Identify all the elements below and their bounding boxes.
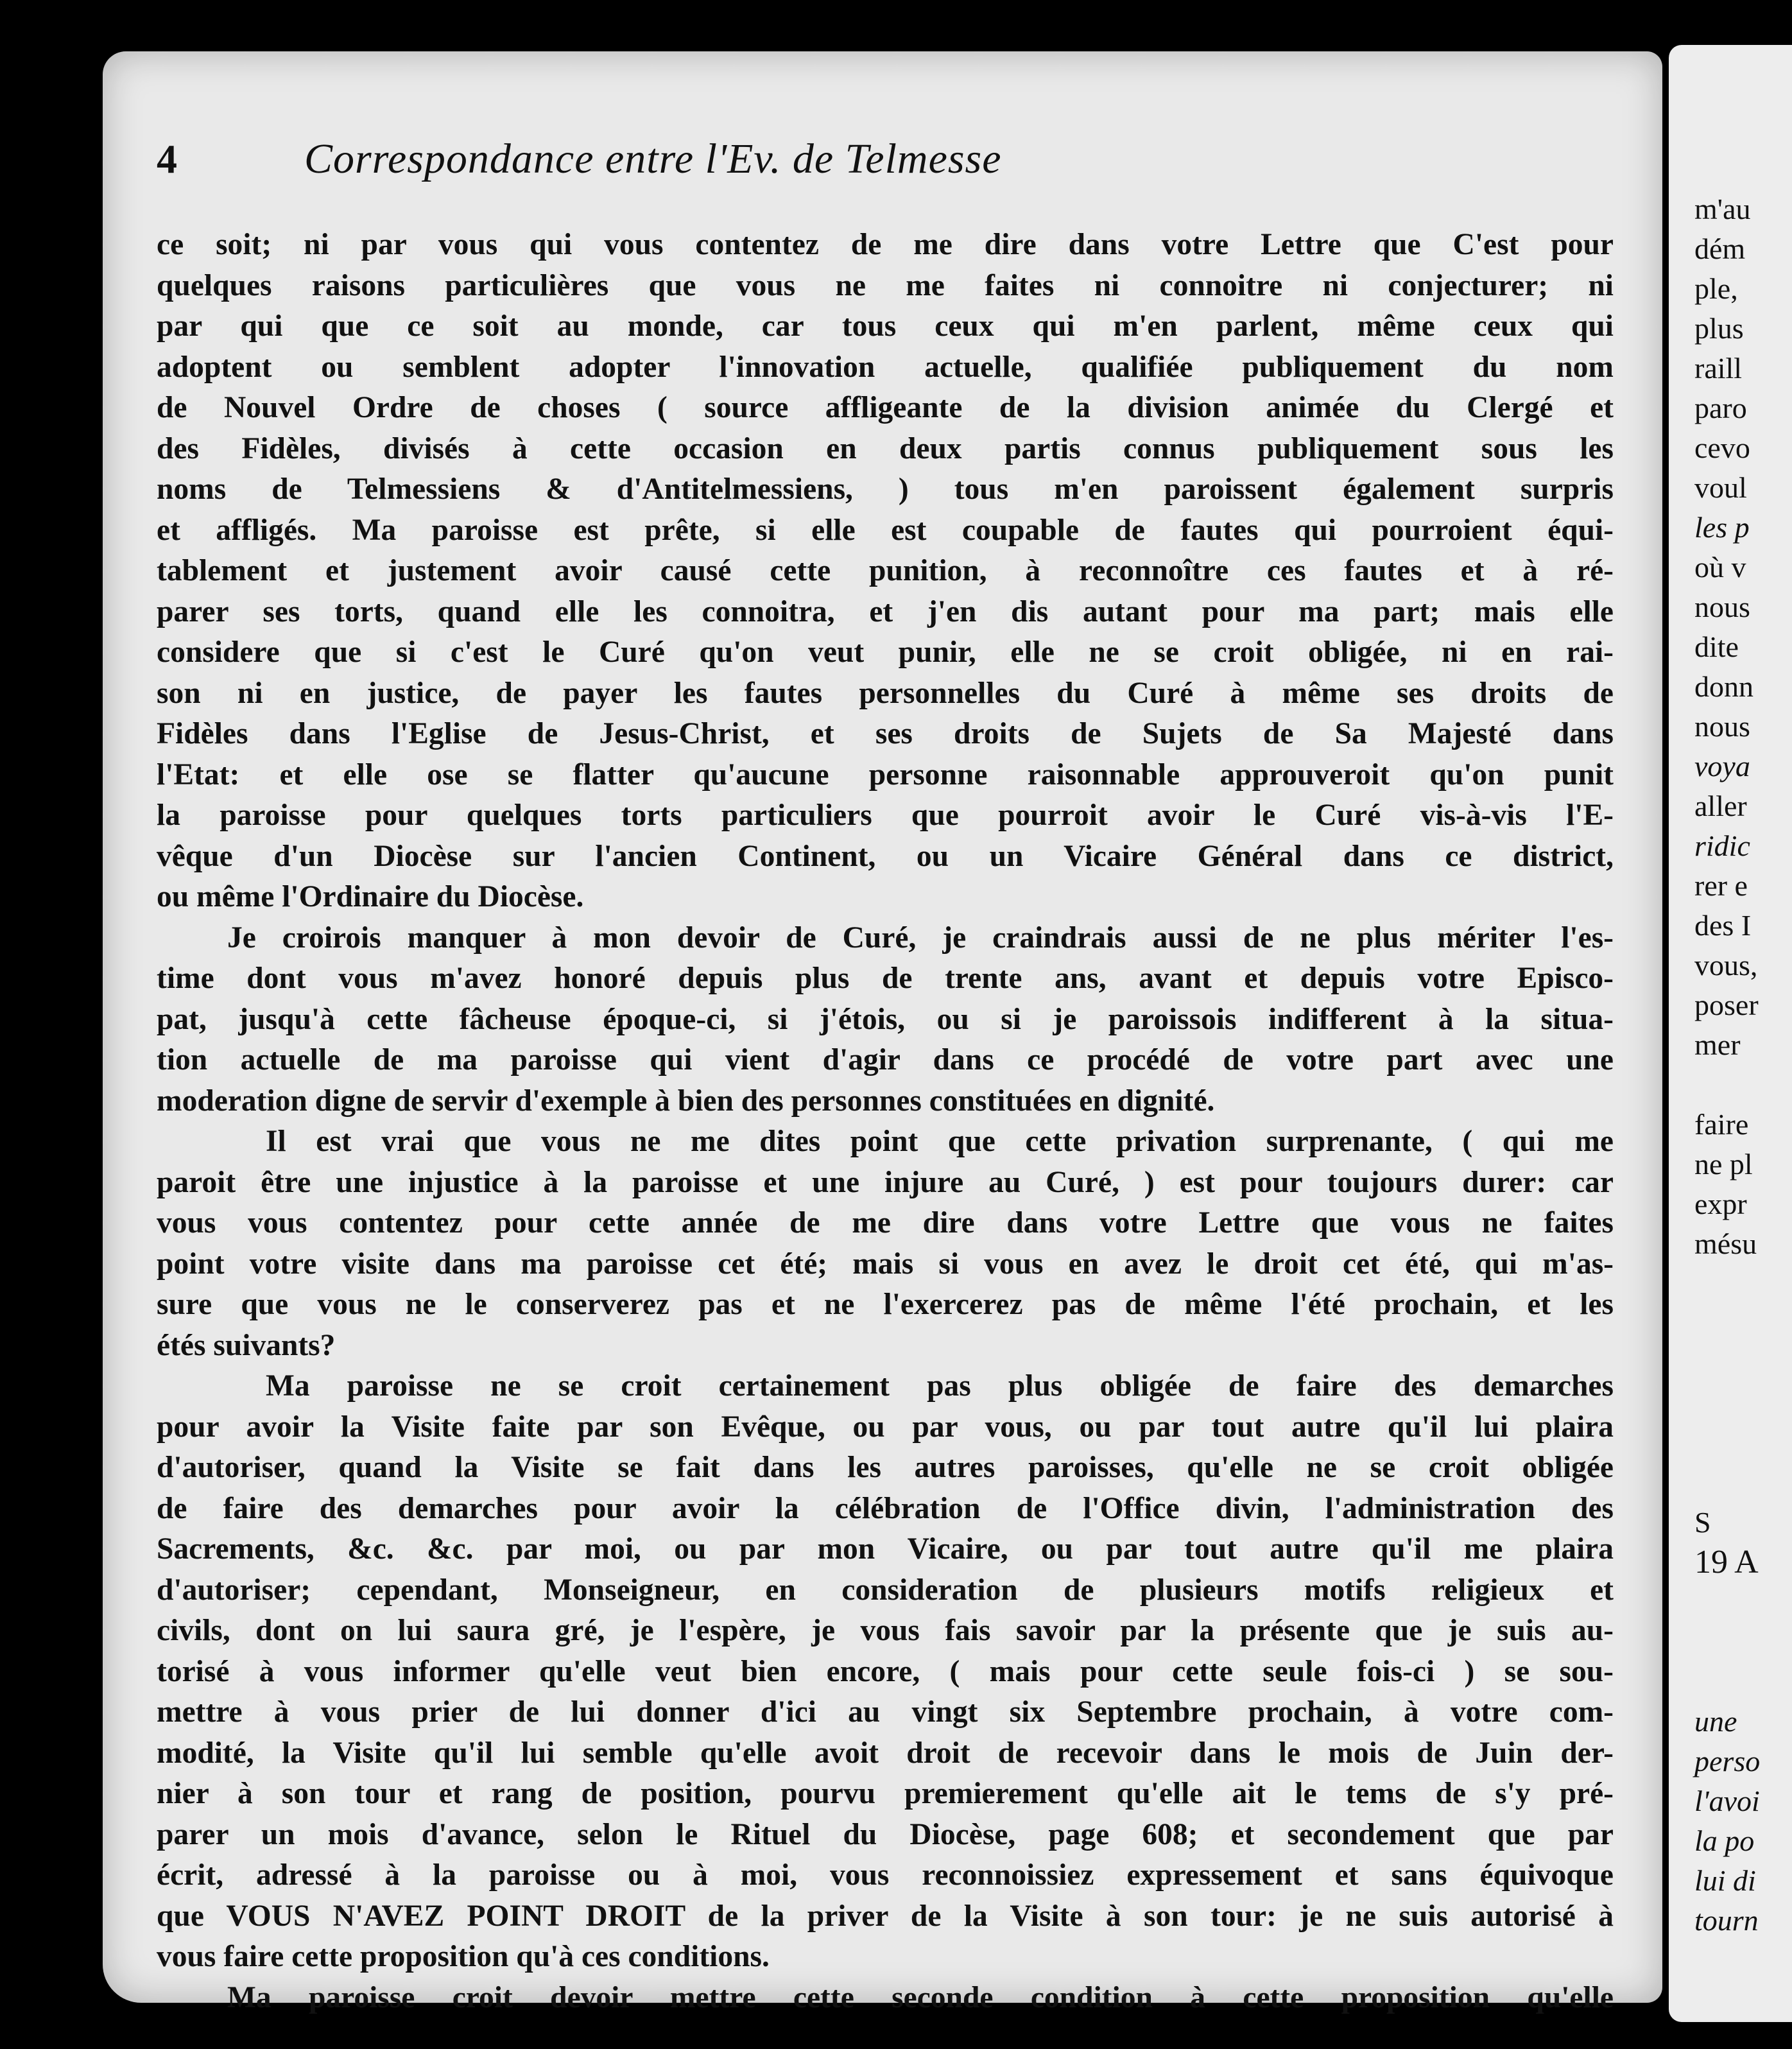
page-content [157, 135, 1614, 2018]
facing-page-line [1669, 1304, 1792, 1344]
facing-page-text [1669, 45, 1792, 1941]
text-line: considere que si c'est le Curé qu'on veut punir, elle ne se croit obligée, ni en rai- [157, 635, 1614, 669]
facing-page-line [1669, 1344, 1792, 1383]
text-line: modité, la Visite qu'il lui semble qu'elle avoit droit de recevoir dans le mois de Juin der- [157, 1736, 1614, 1770]
text-line: Je croirois manquer à mon devoir de Curé, je craindrais aussi de ne plus mériter l'es- [227, 921, 1614, 955]
facing-page-line: expr [1694, 1188, 1747, 1220]
facing-page-line [1669, 1622, 1792, 1662]
facing-page-line: une [1694, 1705, 1737, 1738]
text-line: et affligés. Ma paroisse est prête, si elle est coupable de fautes qui pourroient équi- [157, 513, 1614, 547]
facing-page-line: dém [1694, 232, 1746, 265]
facing-page-line: cevo [1694, 431, 1750, 464]
facing-page-line: raill [1694, 352, 1743, 385]
text-line: son ni en justice, de payer les fautes personnelles du Curé à même ses droits de [157, 676, 1614, 710]
text-line: point votre visite dans ma paroisse cet été; mais si vous en avez le droit cet été, qui m'as- [157, 1247, 1614, 1281]
text-line: nier à son tour et rang de position, pourvu premierement qu'elle ait le tems de s'y pré- [157, 1777, 1614, 1810]
facing-page-line: ne pl [1694, 1148, 1753, 1180]
facing-page-line: 19 A [1694, 1544, 1759, 1580]
text-line: de faire des demarches pour avoir la célébration de l'Office divin, l'administration des [157, 1491, 1614, 1525]
page-header [157, 135, 1614, 212]
body-text [157, 225, 1614, 2018]
text-line: pat, jusqu'à cette fâcheuse époque-ci, si j'étois, ou si je paroissois indifferent à la situa- [157, 1002, 1614, 1036]
facing-page-line: nous [1694, 710, 1750, 743]
facing-page-line: m'au [1694, 193, 1751, 225]
text-line: torisé à vous informer qu'elle veut bien encore, ( mais pour cette seule fois-ci ) se sou- [157, 1654, 1614, 1688]
facing-page-line: tourn [1694, 1904, 1759, 1937]
text-line: Ma paroisse ne se croit certainement pas plus obligée de faire des demarches [266, 1369, 1614, 1403]
text-line: mettre à vous prier de lui donner d'ici au vingt six Septembre prochain, à votre com- [157, 1695, 1614, 1729]
text-line: vous faire cette proposition qu'à ces conditions. [157, 1940, 770, 1973]
text-line: ou même l'Ordinaire du Diocèse. [157, 880, 584, 913]
facing-page-line: faire [1694, 1108, 1749, 1141]
page-number: 4 [157, 136, 177, 182]
facing-page-line: où v [1694, 551, 1746, 584]
facing-page-line [1669, 1463, 1792, 1503]
text-line: d'autoriser; cependant, Monseigneur, en consideration de plusieurs motifs religieux et [157, 1573, 1614, 1607]
facing-page-line [1669, 1264, 1792, 1304]
facing-page-line: voul [1694, 471, 1747, 504]
facing-page-line: aller [1694, 790, 1747, 822]
text-line: Ma paroisse croit devoir mettre cette seconde condition à cette proposition qu'elle [227, 1980, 1614, 2014]
text-line: Fidèles dans l'Eglise de Jesus-Christ, et ses droits de Sujets de Sa Majesté dans [157, 717, 1614, 750]
facing-page-line: l'avoi [1694, 1785, 1760, 1817]
text-line: vêque d'un Diocèse sur l'ancien Continent, ou un Vicaire Général dans ce district, [157, 839, 1614, 873]
text-line: sure que vous ne le conserverez pas et ne l'exercerez pas de même l'été prochain, et les [157, 1288, 1614, 1321]
facing-page-line: ple, [1694, 272, 1738, 305]
facing-page-line: rer e [1694, 869, 1748, 902]
facing-page-line: mer [1694, 1028, 1741, 1061]
book-page [103, 51, 1662, 2014]
text-line: des Fidèles, divisés à cette occasion en deux partis connus publiquement sous les [157, 431, 1614, 465]
facing-page-line: nous [1694, 591, 1750, 623]
facing-page-line: dite [1694, 630, 1739, 663]
text-line: tion actuelle de ma paroisse qui vient d'agir dans ce procédé de votre part avec une [157, 1043, 1614, 1076]
text-line: vous vous contentez pour cette année de me dire dans votre Lettre que vous ne faites [157, 1206, 1614, 1240]
text-line: Il est vrai que vous ne me dites point que cette privation surprenante, ( qui me [266, 1125, 1614, 1158]
facing-page-line: donn [1694, 670, 1753, 703]
text-line: de Nouvel Ordre de choses ( source affligeante de la division animée du Clergé et [157, 391, 1614, 424]
facing-page-line: vous, [1694, 949, 1758, 981]
facing-page-line: poser [1694, 989, 1759, 1021]
facing-page-line [1669, 1383, 1792, 1423]
facing-page-line: voya [1694, 750, 1750, 782]
text-line: paroit être une injustice à la paroisse et une injure au Curé, ) est pour toujours durer: car [157, 1165, 1614, 1199]
text-line: tablement et justement avoir causé cette punition, à reconnoître ces fautes et à ré- [157, 554, 1614, 587]
text-line: que VOUS N'AVEZ POINT DROIT de la priver de la Visite à son tour: je ne suis autorisé à [157, 1899, 1614, 1933]
text-line: écrit, adressé à la paroisse ou à moi, vous reconnoissiez expressement et sans équivoque [157, 1858, 1614, 1892]
facing-page-line: des I [1694, 909, 1752, 942]
facing-page-line: paro [1694, 392, 1747, 424]
facing-page-line: S [1694, 1506, 1711, 1539]
facing-page-line: mésu [1694, 1227, 1757, 1260]
facing-page-line: plus [1694, 312, 1744, 345]
text-line: Sacrements, &c. &c. par moi, ou par mon Vicaire, ou par tout autre qu'il me plaira [157, 1532, 1614, 1566]
text-line: quelques raisons particulières que vous ne me faites ni connoitre ni conjecturer; ni [157, 268, 1614, 302]
text-line: civils, dont on lui saura gré, je l'espère, je vous fais savoir par la présente que je suis au- [157, 1614, 1614, 1647]
text-line: ce soit; ni par vous qui vous contentez de me dire dans votre Lettre que C'est pour [157, 228, 1614, 261]
text-line: par qui que ce soit au monde, car tous ceux qui m'en parlent, même ceux qui [157, 309, 1614, 343]
text-line: la paroisse pour quelques torts particuliers que pourroit avoir le Curé vis-à-vis l'E- [157, 799, 1614, 832]
text-line: parer un mois d'avance, selon le Rituel du Diocèse, page 608; et secondement que par [157, 1817, 1614, 1851]
text-line: moderation digne de servir d'exemple à bien des personnes constituées en dignité. [157, 1084, 1215, 1118]
facing-page-fragment [1669, 45, 1792, 2022]
facing-page-line: ridic [1694, 829, 1750, 862]
facing-page-line [1669, 1423, 1792, 1463]
facing-page-line: lui di [1694, 1864, 1756, 1897]
text-line: noms de Telmessiens & d'Antitelmessiens, ) tous m'en paroissent également surpris [157, 472, 1614, 506]
facing-page-line: la po [1694, 1824, 1755, 1857]
running-title: Correspondance entre l'Ev. de Telmesse [304, 135, 1002, 182]
text-line: time dont vous m'avez honoré depuis plus de trente ans, avant et depuis votre Episco- [157, 962, 1614, 995]
text-line: adoptent ou semblent adopter l'innovation actuelle, qualifiée publiquement du nom [157, 350, 1614, 384]
facing-page-line: perso [1694, 1745, 1761, 1777]
facing-page-line [1669, 1582, 1792, 1622]
text-line: d'autoriser, quand la Visite se fait dans les autres paroisses, qu'elle ne se croit obligée [157, 1451, 1614, 1484]
facing-page-line [1669, 1065, 1792, 1105]
text-line: pour avoir la Visite faite par son Evêque, ou par vous, ou par tout autre qu'il lui plaira [157, 1410, 1614, 1444]
text-line: étés suivants? [157, 1328, 336, 1362]
text-line: parer ses torts, quand elle les connoitra, et j'en dis autant pour ma part; mais elle [157, 594, 1614, 628]
facing-page-line [1669, 1662, 1792, 1702]
facing-page-line: les p [1694, 511, 1750, 544]
text-line: l'Etat: et elle ose se flatter qu'aucune personne raisonnable approuveroit qu'on punit [157, 757, 1614, 791]
